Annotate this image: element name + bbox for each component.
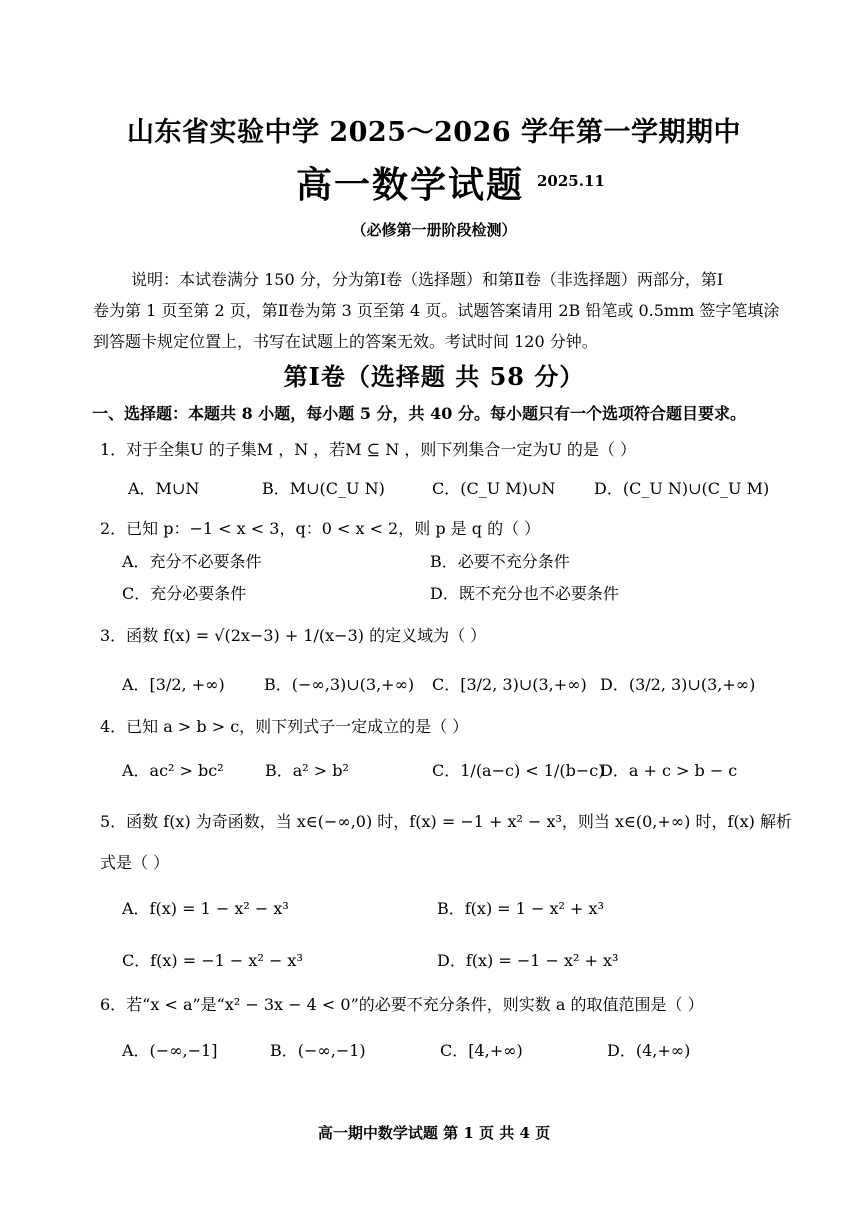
question-2-stem: 2．已知 p：−1 < x < 3，q：0 < x < 2，则 p 是 q 的（ ） xyxy=(100,519,541,538)
question-5-option-a: A．f(x) = 1 − x² − x³ xyxy=(122,899,289,918)
instructions-line-1: 说明：本试卷满分 150 分，分为第Ⅰ卷（选择题）和第Ⅱ卷（非选择题）两部分，第Ⅰ xyxy=(131,270,724,289)
question-6-option-a: A．(−∞,−1] xyxy=(122,1041,218,1060)
question-5-option-d: D．f(x) = −1 − x² + x³ xyxy=(437,951,619,970)
question-5-option-b: B．f(x) = 1 − x² + x³ xyxy=(437,899,604,918)
question-1-option-d: D．(C_U N)∪(C_U M) xyxy=(594,479,770,498)
exam-date: 2025.11 xyxy=(537,172,605,190)
question-6-option-d: D．(4,+∞) xyxy=(607,1041,691,1060)
question-3-option-c: C．[3/2, 3)∪(3,+∞) xyxy=(432,675,587,694)
question-1-option-b: B．M∪(C_U N) xyxy=(262,479,385,498)
question-6-stem: 6．若“x < a”是“x² − 3x − 4 < 0”的必要不充分条件，则实数 a 的取值范围是（ ） xyxy=(100,995,704,1014)
question-4-option-b: B．a² > b² xyxy=(265,761,349,780)
question-3-option-b: B．(−∞,3)∪(3,+∞) xyxy=(264,675,415,694)
question-6-option-c: C．[4,+∞) xyxy=(440,1041,523,1060)
question-4-option-a: A．ac² > bc² xyxy=(122,761,224,780)
question-4-option-d: D．a + c > b − c xyxy=(600,761,738,780)
question-3-stem: 3．函数 f(x) = √(2x−3) + 1/(x−3) 的定义域为（ ） xyxy=(100,626,487,645)
question-4-stem: 4．已知 a > b > c，则下列式子一定成立的是（ ） xyxy=(100,717,469,736)
section-instruction: 一、选择题：本题共 8 小题，每小题 5 分，共 40 分。每小题只有一个选项符合题目要求。 xyxy=(92,404,746,423)
exam-instructions xyxy=(93,264,780,357)
question-5-option-c: C．f(x) = −1 − x² − x³ xyxy=(122,951,303,970)
section-heading: 第Ⅰ卷（选择题 共 58 分） xyxy=(283,362,585,391)
question-2-option-b: B．必要不充分条件 xyxy=(430,552,570,571)
question-2-option-a: A．充分不必要条件 xyxy=(122,552,262,571)
question-2-option-c: C．充分必要条件 xyxy=(122,584,247,603)
question-6-option-b: B．(−∞,−1) xyxy=(270,1041,366,1060)
question-1-option-a: A．M∪N xyxy=(128,479,200,498)
exam-school-title: 山东省实验中学 2025～2026 学年第一学期期中 xyxy=(126,117,742,148)
question-3-option-a: A．[3/2, +∞) xyxy=(122,675,225,694)
question-5-stem-continued: 式是（ ） xyxy=(100,853,170,872)
question-2-option-d: D．既不充分也不必要条件 xyxy=(430,584,619,603)
question-5-stem: 5．函数 f(x) 为奇函数，当 x∈(−∞,0) 时，f(x) = −1 + x² − x³，则当 x∈(0,+∞) 时，f(x) 解析 xyxy=(100,812,792,831)
exam-main-title: 高一数学试题 xyxy=(296,164,525,206)
instructions-line-2: 卷为第 1 页至第 2 页，第Ⅱ卷为第 3 页至第 4 页。试题答案请用 2B 铅笔或 0.5mm 签字笔填涂 xyxy=(93,301,780,320)
page-footer: 高一期中数学试题 第 1 页 共 4 页 xyxy=(317,1124,551,1142)
question-3-option-d: D．(3/2, 3)∪(3,+∞) xyxy=(600,675,756,694)
question-4-option-c: C．1/(a−c) < 1/(b−c) xyxy=(432,761,605,780)
exam-subtitle: （必修第一册阶段检测） xyxy=(351,221,517,239)
instructions-line-3: 到答题卡规定位置上，书写在试题上的答案无效。考试时间 120 分钟。 xyxy=(93,332,598,351)
question-1-stem: 1．对于全集U 的子集M ，N ，若M ⊆ N ，则下列集合一定为U 的是（ ） xyxy=(100,440,637,459)
question-1-option-c: C．(C_U M)∪N xyxy=(432,479,556,498)
